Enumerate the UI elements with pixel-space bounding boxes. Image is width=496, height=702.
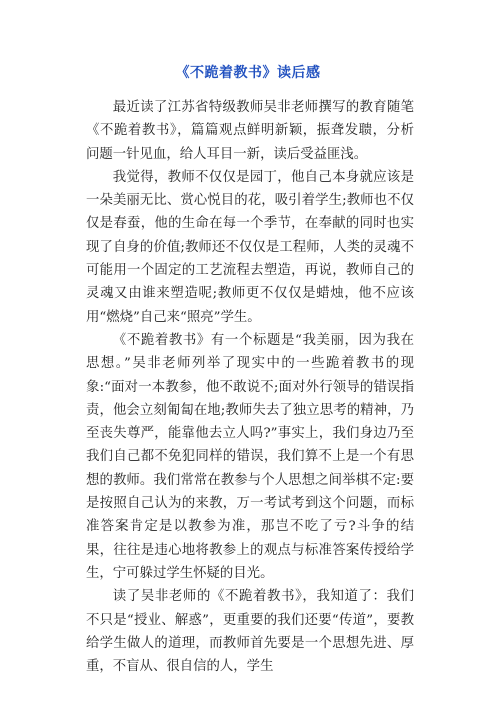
document-title: 《不跪着教书》读后感 — [175, 65, 321, 81]
paragraph: 我觉得，教师不仅仅是园丁，他自己本身就应该是一朵美丽无比、赏心悦目的花，吸引着学生;教师也不仅仅是春蚕，他的生命在每一个季节，在奉献的同时也实现了自身的价值;教师还不仅仅是工程师，人类的灵魂不可能用一个固定的工艺流程去塑造，再说，教师自己的灵魂又由谁来塑造呢;教师更不仅仅是蜡烛，他不应该用“燃烧”自己来“照亮”学生。 — [86, 169, 414, 325]
paragraph: 最近读了江苏省特级教师吴非老师撰写的教育随笔《不跪着教书》，篇篇观点鲜明新颖，振聋发聩，分析问题一针见血，给人耳目一新，读后受益匪浅。 — [86, 100, 414, 162]
document-body — [86, 96, 414, 678]
paragraph: 读了吴非老师的《不跪着教书》，我知道了：我们不只是“授业、解惑”，更重要的我们还要“传道”，要教给学生做人的道理，而教师首先要是一个思想先进、厚重，不盲从、很自信的人，学生 — [86, 589, 414, 675]
paragraph: 《不跪着教书》有一个标题是“我美丽，因为我在思想。”吴非老师列举了现实中的一些跪着教书的现象:“面对一本教参，他不敢说不;面对外行领导的错误指责，他会立刻匍匐在地;教师失去了独立思考的精神，乃至丧失尊严，能靠他去立人吗?”事实上，我们身边乃至我们自己都不免犯同样的错误，我们算不上是一个有思想的教师。我们常常在教参与个人思想之间举棋不定:要是按照自己认为的来教，万一考试考到这个问题，而标准答案肯定是以教参为准，那岂不吃了亏?斗争的结果，往往是违心地将教参上的观点与标准答案传授给学生，宁可躲过学生怀疑的目光。 — [86, 332, 414, 581]
